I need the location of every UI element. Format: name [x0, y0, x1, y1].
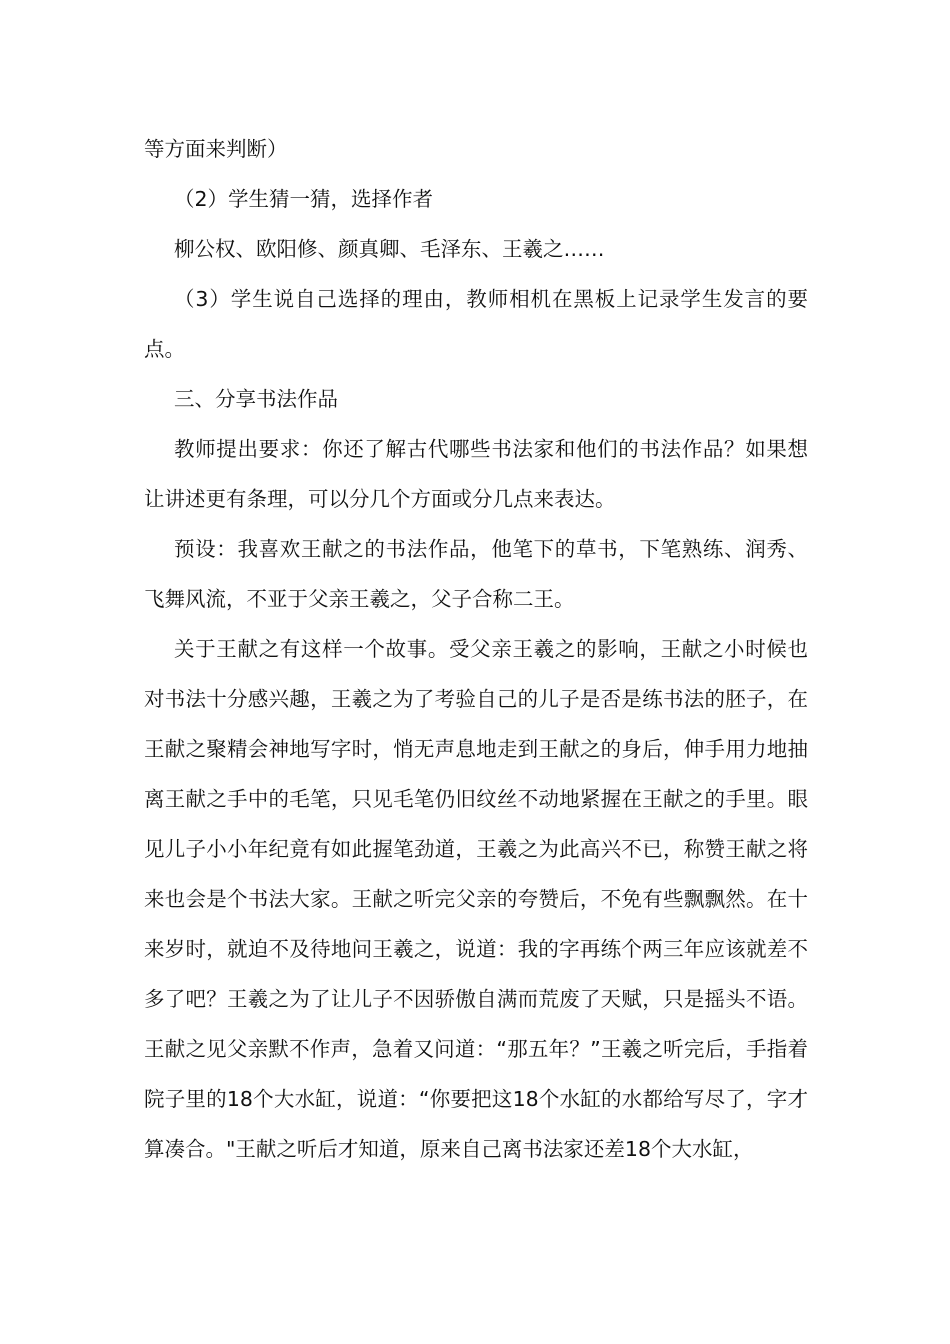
document-body	[144, 124, 808, 1174]
section-heading-share-calligraphy: 三、分享书法作品	[174, 387, 338, 411]
paragraph-judgment-continuation: 等方面来判断）	[144, 137, 288, 161]
paragraph-author-options: 柳公权、欧阳修、颜真卿、毛泽东、王羲之……	[174, 237, 605, 261]
paragraph-step-2: （2）学生猜一猜，选择作者	[174, 187, 434, 211]
paragraph-preset: 预设：我喜欢王献之的书法作品，他笔下的草书，下笔熟练、润秀、飞舞风流，不亚于父亲王羲之，父子合称二王。	[144, 537, 808, 611]
paragraph-wang-xianzhi-story: 关于王献之有这样一个故事。受父亲王羲之的影响，王献之小时候也对书法十分感兴趣，王羲之为了考验自己的儿子是否是练书法的胚子，在王献之聚精会神地写字时，悄无声息地走到王献之的身后，伸手用力地抽离王献之手中的毛笔，只见毛笔仍旧纹丝不动地紧握在王献之的手里。眼见儿子小小年纪竟有如此握笔劲道，王羲之为此高兴不已，称赞王献之将来也会是个书法大家。王献之听完父亲的夸赞后，不免有些飘飘然。在十来岁时，就迫不及待地问王羲之，说道：我的字再练个两三年应该就差不多了吧？王羲之为了让儿子不因骄傲自满而荒废了天赋，只是摇头不语。王献之见父亲默不作声，急着又问道：“那五年？”王羲之听完后，手指着院子里的18个大水缸，说道：“你要把这18个水缸的水都给写尽了，字才算凑合。"王献之听后才知道，原来自己离书法家还差18个大水缸，	[144, 637, 808, 1161]
paragraph-teacher-requirement: 教师提出要求：你还了解古代哪些书法家和他们的书法作品？如果想让讲述更有条理，可以分几个方面或分几点来表达。	[144, 437, 808, 511]
paragraph-step-3: （3）学生说自己选择的理由，教师相机在黑板上记录学生发言的要点。	[144, 287, 808, 361]
